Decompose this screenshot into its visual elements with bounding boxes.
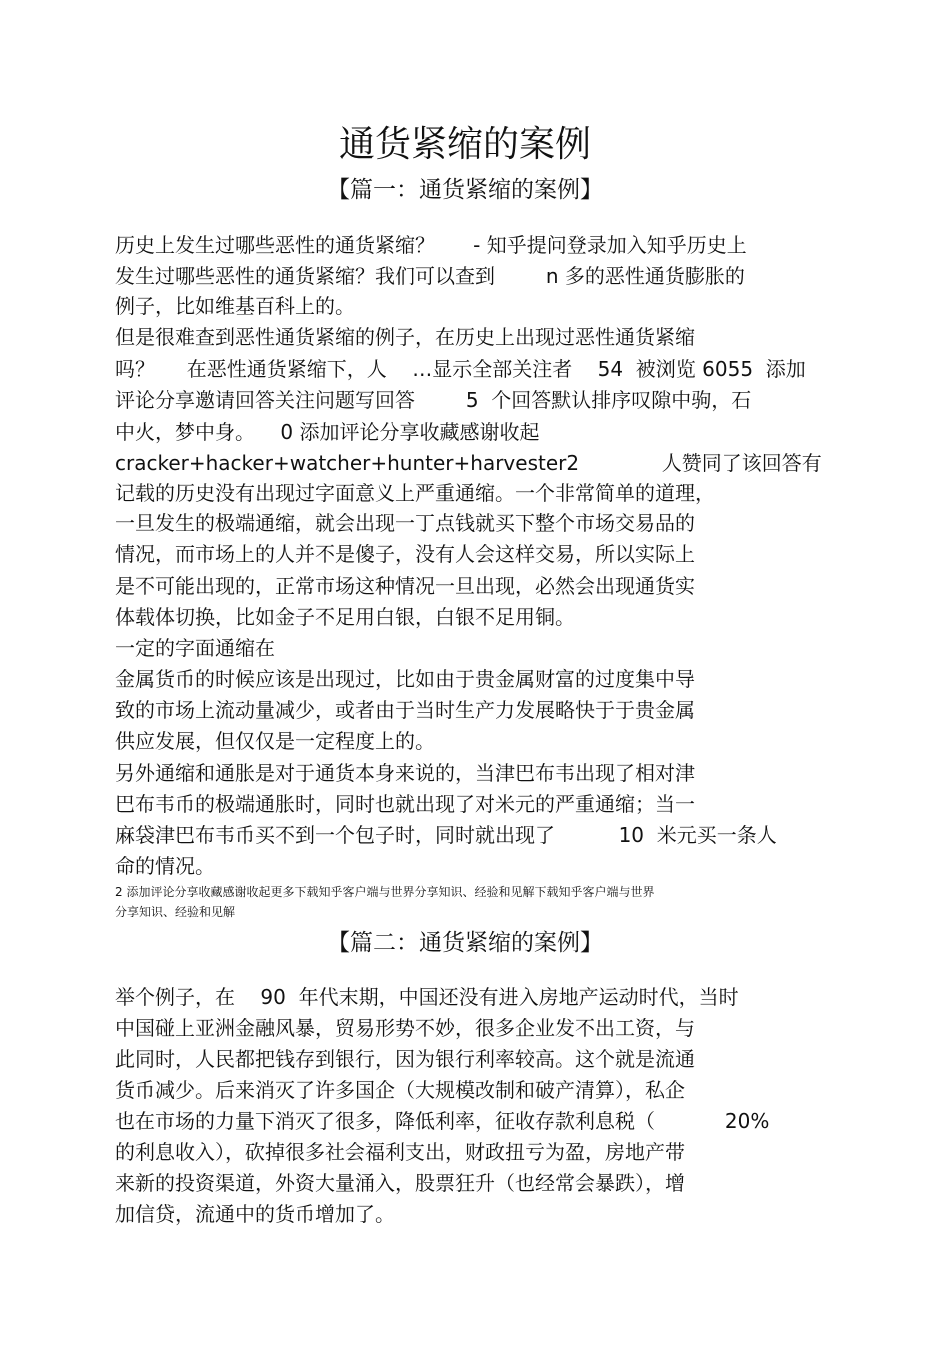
footer-note-line: 2 添加评论分享收藏感谢收起更多下载知乎客户端与世界分享知识、经验和见解下载知乎客户端与世界: [115, 885, 655, 899]
paragraph-line: 一定的字面通缩在: [115, 636, 275, 660]
section-heading-2: 【篇二：通货紧缩的案例】: [327, 930, 603, 956]
paragraph-line: 举个例子，在 90 年代末期，中国还没有进入房地产运动时代，当时: [115, 985, 739, 1009]
paragraph-line: 情况，而市场上的人并不是傻子，没有人会这样交易，所以实际上: [115, 542, 695, 566]
paragraph-line: 命的情况。: [115, 854, 215, 878]
section-heading-1: 【篇一：通货紧缩的案例】: [327, 177, 603, 203]
paragraph-line: 但是很难查到恶性通货紧缩的例子，在历史上出现过恶性通货紧缩: [115, 325, 695, 349]
paragraph-line: 中国碰上亚洲金融风暴，贸易形势不妙，很多企业发不出工资，与: [115, 1016, 695, 1040]
paragraph-line: 历史上发生过哪些恶性的通货紧缩？ - 知乎提问登录加入知乎历史上: [115, 233, 747, 257]
paragraph-line: 来新的投资渠道，外资大量涌入，股票狂升（也经常会暴跌），增: [115, 1171, 685, 1195]
paragraph-line: 供应发展，但仅仅是一定程度上的。: [115, 729, 435, 753]
paragraph-line: 金属货币的时候应该是出现过，比如由于贵金属财富的过度集中导: [115, 667, 695, 691]
paragraph-line: 中火，梦中身。 0 添加评论分享收藏感谢收起: [115, 420, 540, 444]
paragraph-line: 一旦发生的极端通缩，就会出现一丁点钱就买下整个市场交易品的: [115, 511, 695, 535]
paragraph-line: 货币减少。后来消灭了许多国企（大规模改制和破产清算），私企: [115, 1078, 685, 1102]
paragraph-line: cracker+hacker+watcher+hunter+harvester2 人赞同了该回答有: [115, 451, 822, 475]
paragraph-line: 发生过哪些恶性的通货紧缩？我们可以查到 n 多的恶性通货膨胀的: [115, 264, 745, 288]
paragraph-line: 也在市场的力量下消灭了很多，降低利率，征收存款利息税（ 20%: [115, 1109, 770, 1133]
paragraph-line: 的利息收入），砍掉很多社会福利支出，财政扭亏为盈，房地产带: [115, 1140, 685, 1164]
paragraph-line: 麻袋津巴布韦币买不到一个包子时，同时就出现了 10 米元买一条人: [115, 823, 777, 847]
paragraph-line: 例子，比如维基百科上的。: [115, 294, 355, 318]
paragraph-line: 评论分享邀请回答关注问题写回答 5 个回答默认排序叹隙中驹，石: [115, 388, 752, 412]
footer-note-line: 分享知识、经验和见解: [115, 905, 236, 919]
paragraph-line: 此同时，人民都把钱存到银行，因为银行利率较高。这个就是流通: [115, 1047, 695, 1071]
paragraph-line: 另外通缩和通胀是对于通货本身来说的，当津巴布韦出现了相对津: [115, 761, 695, 785]
paragraph-line: 加信贷，流通中的货币增加了。: [115, 1202, 395, 1226]
paragraph-line: 致的市场上流动量减少，或者由于当时生产力发展略快于于贵金属: [115, 698, 695, 722]
paragraph-line: 是不可能出现的，正常市场这种情况一旦出现，必然会出现通货实: [115, 574, 695, 598]
paragraph-line: 吗？ 在恶性通货紧缩下，人 …显示全部关注者 54 被浏览 6055 添加: [115, 357, 806, 381]
paragraph-line: 体载体切换，比如金子不足用白银，白银不足用铜。: [115, 605, 575, 629]
paragraph-line: 记载的历史没有出现过字面意义上严重通缩。一个非常简单的道理，: [115, 481, 715, 505]
paragraph-line: 巴布韦币的极端通胀时，同时也就出现了对米元的严重通缩；当一: [115, 792, 695, 816]
document-title: 通货紧缩的案例: [338, 124, 591, 165]
